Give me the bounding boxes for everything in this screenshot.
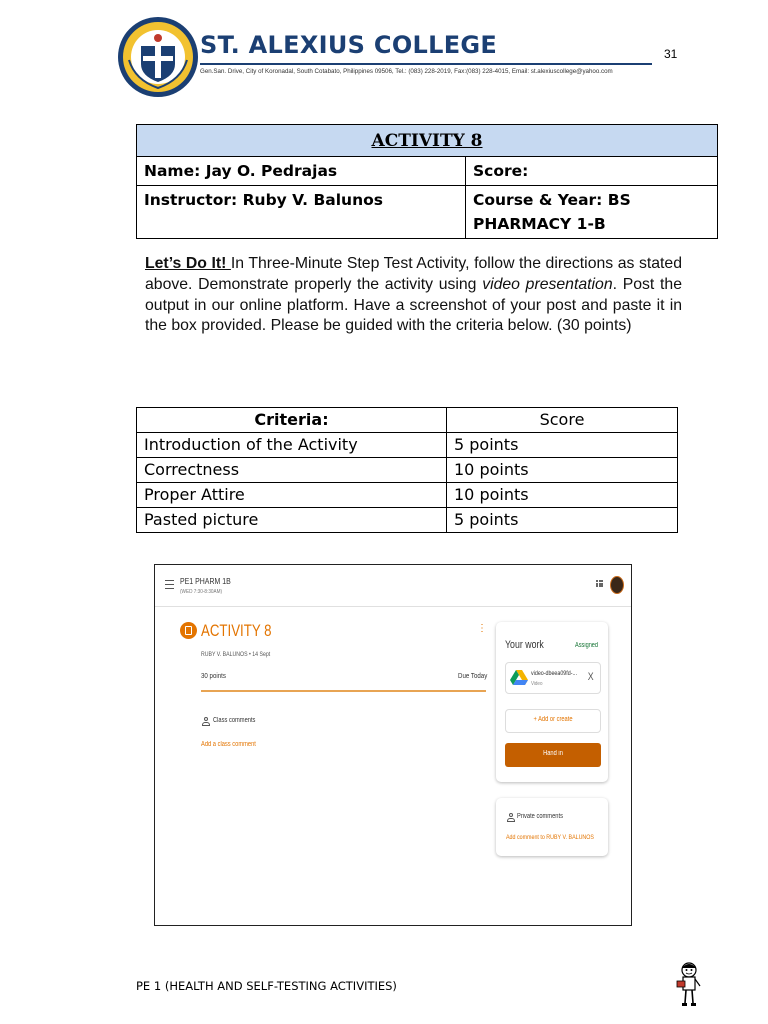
- table-row: [137, 186, 718, 239]
- score-cell: 5 points: [447, 508, 678, 533]
- avatar[interactable]: [610, 576, 624, 594]
- assignment-points: 30 points: [201, 671, 226, 680]
- course-year-line: PHARMACY 1-B: [473, 215, 606, 233]
- due-date: Due Today: [458, 671, 488, 680]
- table-row: [137, 458, 678, 483]
- apps-grid-icon[interactable]: [596, 580, 604, 588]
- hand-in-button[interactable]: [505, 743, 601, 767]
- criteria-header: Criteria:: [137, 408, 447, 433]
- header-divider: [200, 63, 652, 65]
- people-icon: [202, 717, 210, 726]
- instructions-paragraph: [145, 254, 682, 337]
- footer-course-title: PE 1 (HEALTH AND SELF-TESTING ACTIVITIES): [136, 979, 397, 993]
- criterion-cell: Introduction of the Activity: [137, 433, 447, 458]
- assignment-divider: [201, 690, 486, 692]
- score-cell: 10 points: [447, 458, 678, 483]
- score-header: Score: [447, 408, 678, 433]
- course-year: [466, 186, 718, 239]
- letterhead: [112, 10, 657, 105]
- college-address: Gen.San. Drive, City of Koronadal, South Cotabato, Philippines 09506, Tel.: (083) 228-2019, Fax:(083) 228-4015, Email: st.alexiuscollege@yahoo.com: [200, 68, 613, 75]
- score-field: Score:: [466, 157, 718, 186]
- lets-do-it-heading: Let’s Do It!: [145, 255, 231, 272]
- cartoon-student-icon: [674, 961, 704, 1007]
- score-cell: 10 points: [447, 483, 678, 508]
- pasted-screenshot: [154, 564, 632, 926]
- criterion-cell: Pasted picture: [137, 508, 447, 533]
- hamburger-menu-icon[interactable]: [165, 580, 174, 591]
- class-comments-label: Class comments: [213, 717, 256, 724]
- add-or-create-button[interactable]: [505, 709, 601, 733]
- add-or-create-label: + Add or create: [533, 716, 573, 723]
- assignment-title: ACTIVITY 8: [201, 621, 272, 640]
- college-name: ST. ALEXIUS COLLEGE: [200, 31, 498, 59]
- course-year-line: Course & Year: BS: [473, 191, 631, 209]
- criteria-table: [136, 407, 678, 533]
- classroom-top-bar: [155, 565, 631, 607]
- more-options-icon[interactable]: ⋮: [477, 623, 487, 634]
- class-schedule: (WED 7:30-8:30AM): [180, 589, 223, 595]
- score-cell: 5 points: [447, 433, 678, 458]
- page-number: 31: [664, 47, 678, 61]
- add-class-comment-link[interactable]: Add a class comment: [201, 741, 256, 748]
- add-private-comment-link[interactable]: Add comment to RUBY V. BALUNOS: [506, 834, 594, 841]
- status-badge: Assigned: [575, 642, 599, 649]
- activity-info-table: [136, 124, 718, 239]
- table-row: [137, 157, 718, 186]
- remove-file-close-icon[interactable]: X: [587, 671, 594, 683]
- table-header-row: [137, 408, 678, 433]
- college-seal-icon: [117, 16, 199, 98]
- instructions-text: . Post the output in our online platform. Have a screenshot of your post and paste it in the box provided. Please be guided with the criteria below. (30 points): [145, 275, 682, 335]
- table-row: [137, 433, 678, 458]
- file-type: Video: [531, 681, 543, 687]
- student-name: Name: Jay O. Pedrajas: [137, 157, 466, 186]
- assignment-icon: [180, 622, 197, 639]
- private-comments-label: Private comments: [517, 813, 563, 820]
- your-work-card: [496, 622, 608, 782]
- instructions-emphasis: video presentation: [482, 275, 613, 293]
- activity-title: ACTIVITY 8: [137, 125, 718, 157]
- google-drive-icon: [510, 668, 528, 688]
- attached-file[interactable]: [505, 662, 601, 694]
- criterion-cell: Correctness: [137, 458, 447, 483]
- table-row: [137, 508, 678, 533]
- private-comments-card: [496, 798, 608, 856]
- hand-in-label: Hand in: [543, 750, 563, 757]
- instructions-text: In Three-Minute Step Test Activity, follow the directions as stated above. Demonstrate properly the activity using: [145, 255, 682, 293]
- file-name: video-dbeea09fd-...: [531, 670, 577, 677]
- table-row: [137, 125, 718, 157]
- class-title[interactable]: PE1 PHARM 1B: [180, 576, 231, 586]
- teacher-date: RUBY V. BALUNOS • 14 Sept: [201, 651, 271, 658]
- person-icon: [507, 813, 515, 822]
- instructor-name: Instructor: Ruby V. Balunos: [137, 186, 466, 239]
- your-work-heading: Your work: [505, 639, 544, 651]
- criterion-cell: Proper Attire: [137, 483, 447, 508]
- table-row: [137, 483, 678, 508]
